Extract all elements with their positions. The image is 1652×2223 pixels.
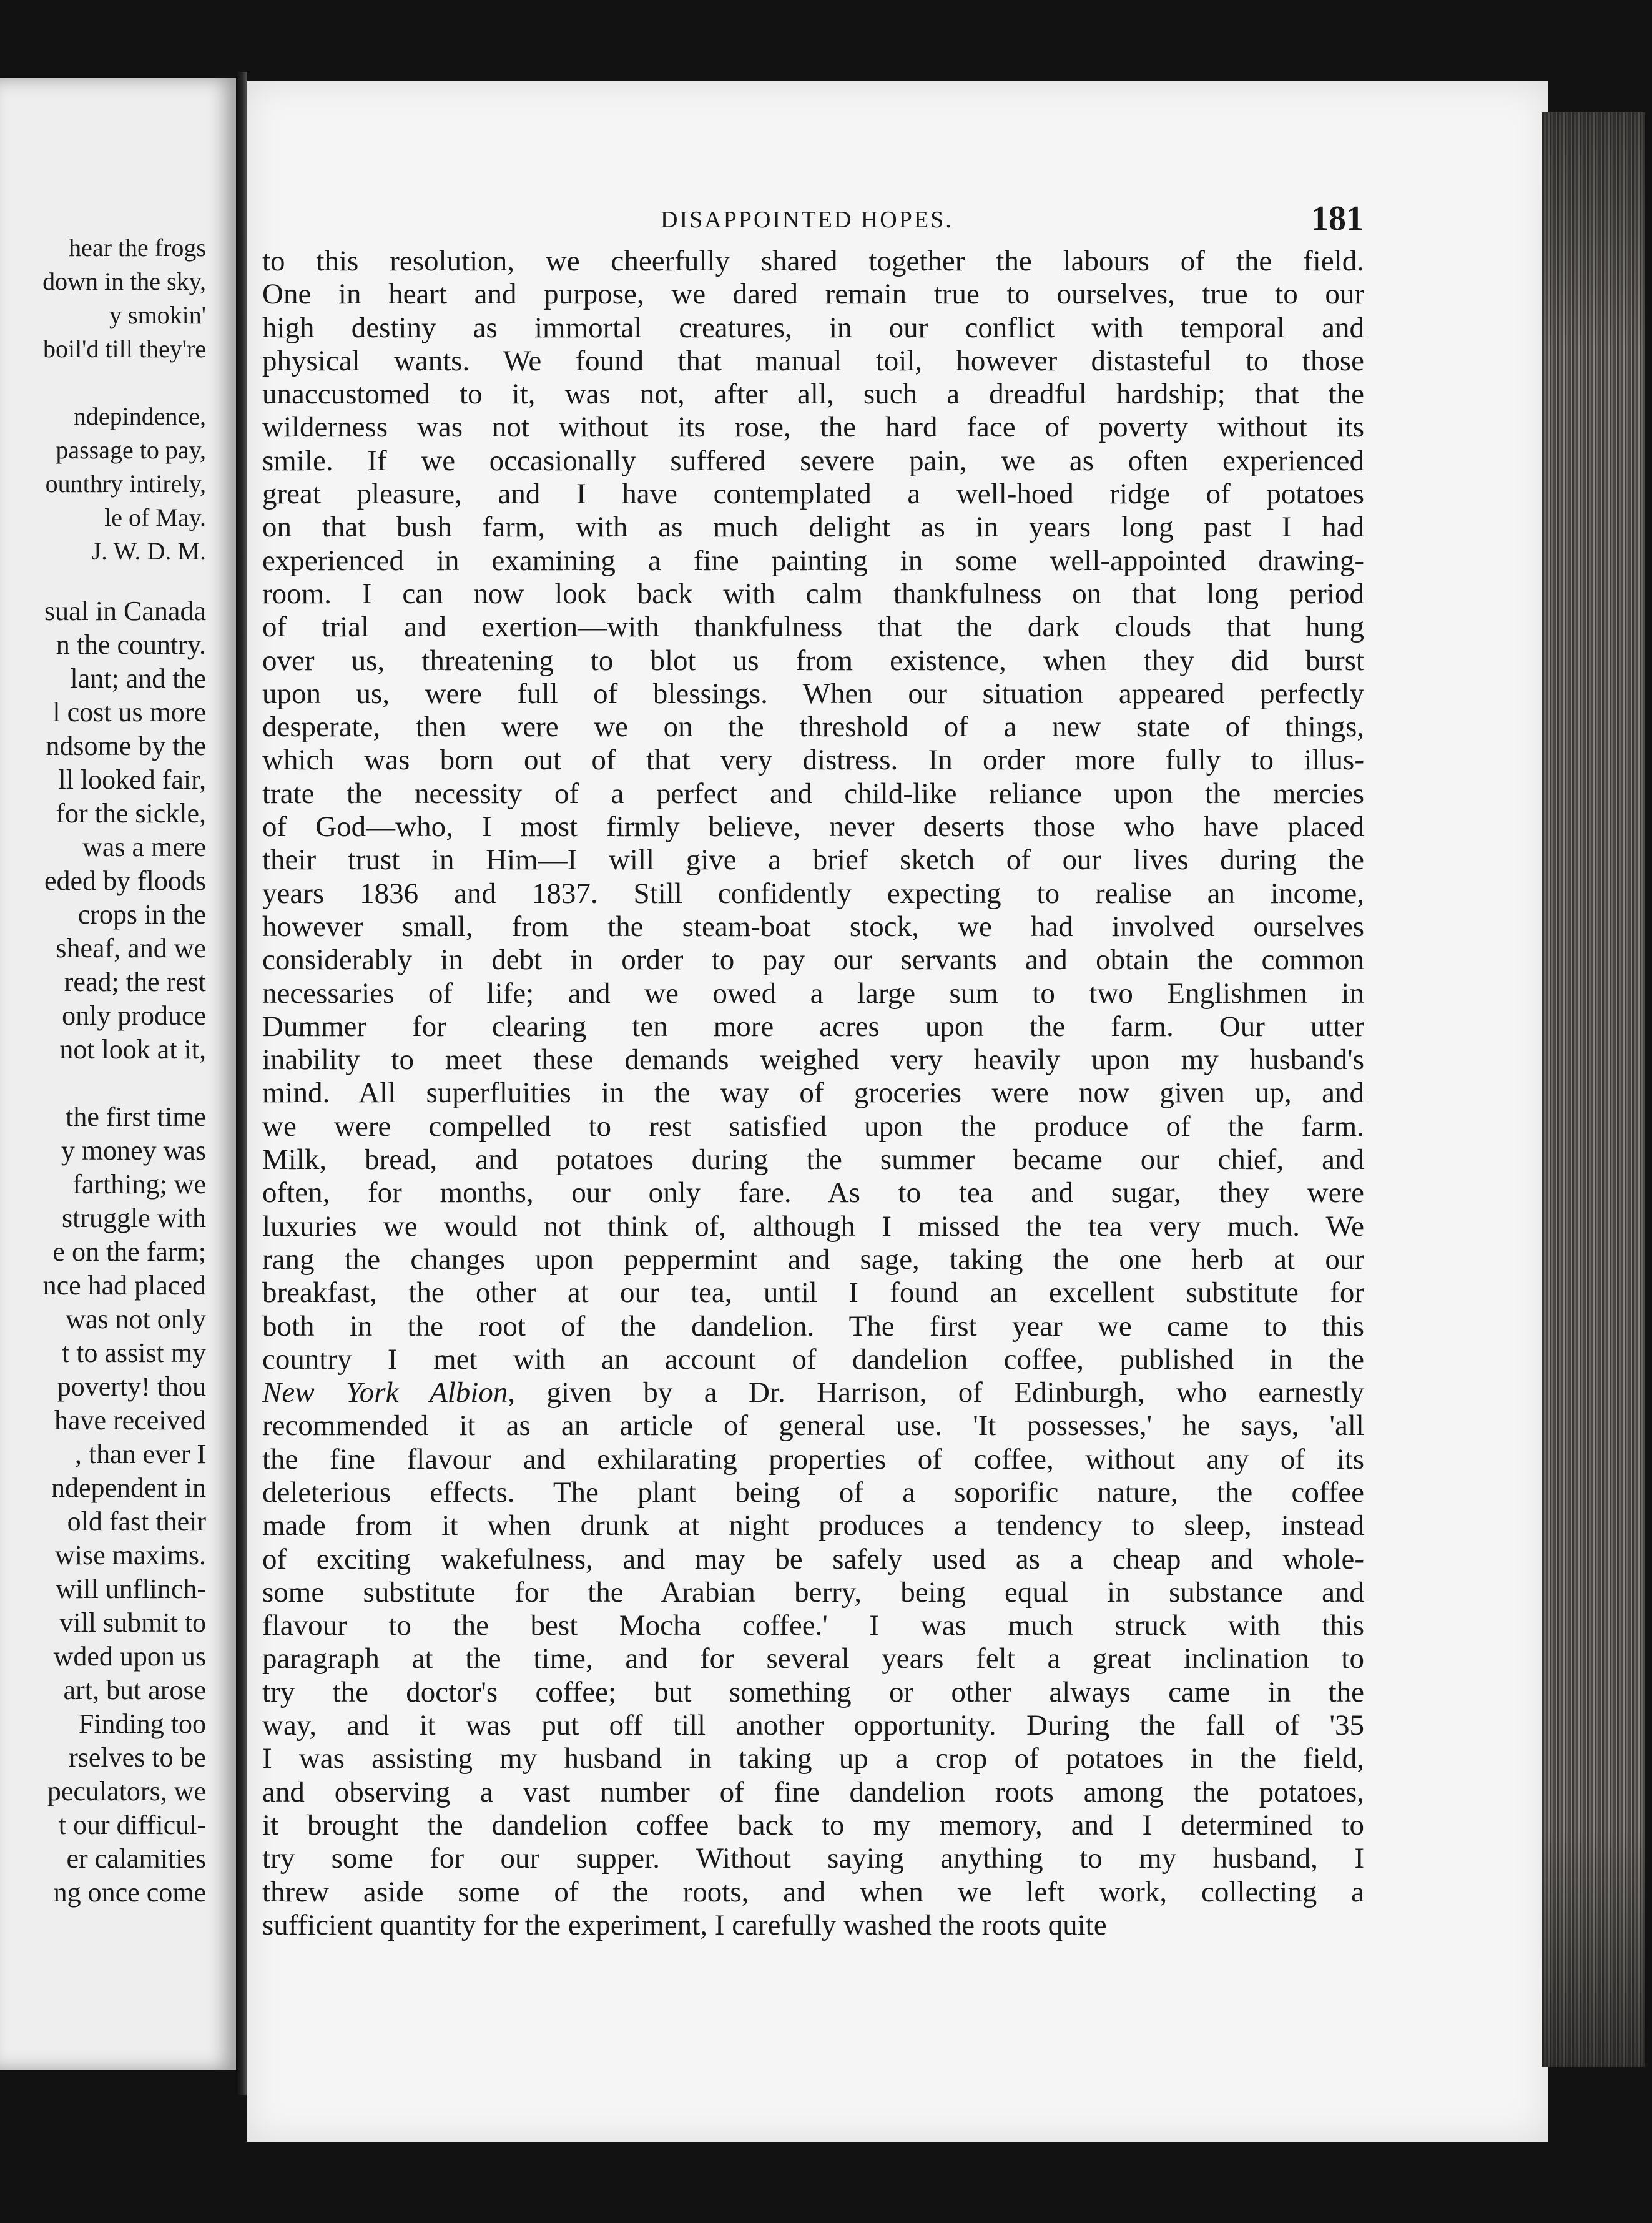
running-head: DISAPPOINTED HOPES. <box>661 207 953 233</box>
text-line: ndsome by the <box>46 731 206 761</box>
previous-page-text <box>0 231 206 1910</box>
text-line <box>0 366 206 400</box>
previous-page <box>0 78 237 2070</box>
text-line: art, but arose <box>63 1675 206 1705</box>
text-line: sual in Canada <box>44 596 206 626</box>
text-line: ndependent in <box>51 1472 206 1503</box>
body-line: I was assisting my husband in taking up a crop of potatoes in the field, <box>262 1742 1364 1775</box>
body-line: we were compelled to rest satisfied upon the produce of the farm. <box>262 1110 1364 1143</box>
body-line: of exciting wakefulness, and may be safely used as a cheap and whole- <box>262 1542 1364 1575</box>
text-line: was not only <box>66 1304 206 1334</box>
body-line: made from it when drunk at night produces a tendency to sleep, instead <box>262 1509 1364 1542</box>
text-line: not look at it, <box>59 1034 206 1065</box>
body-line: luxuries we would not think of, although I missed the tea very much. We <box>262 1210 1364 1243</box>
body-line: high destiny as immortal creatures, in our conflict with temporal and <box>262 311 1364 344</box>
body-line: recommended it as an article of general use. 'It possesses,' he says, 'all <box>262 1409 1364 1442</box>
body-line: rang the changes upon peppermint and sage, taking the one herb at our <box>262 1243 1364 1276</box>
body-line: often, for months, our only fare. As to tea and sugar, they were <box>262 1176 1364 1210</box>
text-line: lant; and the <box>70 663 206 694</box>
text-line: wded upon us <box>53 1641 206 1672</box>
body-line: some substitute for the Arabian berry, being equal in substance and <box>262 1575 1364 1609</box>
text-line: poverty! thou <box>57 1371 206 1402</box>
text-line: l cost us more <box>52 697 206 727</box>
text-line: will unflinch- <box>56 1574 206 1604</box>
text-line: read; the rest <box>64 967 206 997</box>
page-body-text <box>262 245 1364 1942</box>
book-gutter <box>236 72 247 2095</box>
text-line: crops in the <box>77 899 206 930</box>
body-line: physical wants. We found that manual toil, however distasteful to those <box>262 344 1364 377</box>
body-line: great pleasure, and I have contemplated a well-hoed ridge of potatoes <box>262 478 1364 511</box>
body-line: flavour to the best Mocha coffee.' I was much struck with this <box>262 1609 1364 1642</box>
text-line: ng once come <box>53 1877 206 1908</box>
text-line: sheaf, and we <box>56 933 206 964</box>
text-line: for the sickle, <box>56 798 206 829</box>
page-number: 181 <box>1311 199 1364 238</box>
text-line: have received <box>54 1405 206 1436</box>
text-line: boil'd till they're <box>42 335 206 363</box>
text-line: J. W. D. M. <box>91 537 206 565</box>
text-line: le of May. <box>104 503 206 531</box>
text-line: t to assist my <box>61 1338 206 1368</box>
text-line: was a mere <box>82 832 206 862</box>
body-line: One in heart and purpose, we dared remain true to ourselves, true to our <box>262 278 1364 311</box>
text-line: Finding too <box>78 1708 206 1739</box>
body-line: threw aside some of the roots, and when we left work, collecting a <box>262 1875 1364 1908</box>
text-line: old fast their <box>67 1506 206 1537</box>
body-line: years 1836 and 1837. Still confidently expecting to realise an income, <box>262 877 1364 910</box>
previous-page-prose-lines <box>0 594 206 1910</box>
body-line: breakfast, the other at our tea, until I found an excellent substitute for <box>262 1276 1364 1309</box>
text-line: vill submit to <box>59 1607 206 1638</box>
body-line: paragraph at the time, and for several years felt a great inclination to <box>262 1642 1364 1675</box>
text-line: ounthry intirely, <box>45 470 206 498</box>
body-line: both in the root of the dandelion. The first year we came to this <box>262 1309 1364 1343</box>
italic-title: New York Albion <box>262 1376 508 1409</box>
text-line: wise maxims. <box>55 1540 206 1570</box>
text-line: er calamities <box>66 1843 206 1874</box>
body-line: their trust in Him—I will give a brief sketch of our lives during the <box>262 844 1364 877</box>
body-line: smile. If we occasionally suffered severe pain, we as often experienced <box>262 444 1364 477</box>
body-line: way, and it was put off till another opportunity. During the fall of '35 <box>262 1709 1364 1742</box>
body-line: over us, threatening to blot us from existence, when they did burst <box>262 644 1364 677</box>
text-line <box>0 1067 206 1100</box>
text-line: farthing; we <box>72 1169 206 1200</box>
text-line: eded by floods <box>44 865 206 896</box>
text-line: down in the sky, <box>42 267 206 295</box>
body-line: of God—who, I most firmly believe, never deserts those who have placed <box>262 811 1364 844</box>
body-line: try the doctor's coffee; but something or other always came in the <box>262 1675 1364 1708</box>
body-line: upon us, were full of blessings. When our situation appeared perfectly <box>262 677 1364 710</box>
body-line: Dummer for clearing ten more acres upon the farm. Our utter <box>262 1010 1364 1043</box>
body-line: the fine flavour and exhilarating properties of coffee, without any of its <box>262 1442 1364 1476</box>
body-line: Milk, bread, and potatoes during the summer became our chief, and <box>262 1143 1364 1176</box>
body-line: room. I can now look back with calm thankfulness on that long period <box>262 577 1364 610</box>
body-line: unaccustomed to it, was not, after all, such a dreadful hardship; that the <box>262 378 1364 411</box>
body-line: considerably in debt in order to pay our servants and obtain the common <box>262 944 1364 977</box>
body-line: on that bush farm, with as much delight as in years long past I had <box>262 511 1364 544</box>
body-line: experienced in examining a fine painting in some well-appointed drawing- <box>262 544 1364 577</box>
text-line: rselves to be <box>69 1742 206 1773</box>
body-line: it brought the dandelion coffee back to my memory, and I determined to <box>262 1808 1364 1841</box>
text-line: nce had placed <box>42 1270 206 1301</box>
body-line: try some for our supper. Without saying anything to my husband, I <box>262 1842 1364 1875</box>
body-line: country I met with an account of dandelion coffee, published in the <box>262 1343 1364 1376</box>
body-line: mind. All superfluities in the way of groceries were now given up, and <box>262 1077 1364 1110</box>
text-line: y money was <box>61 1135 206 1166</box>
body-line: deleterious effects. The plant being of a soporific nature, the coffee <box>262 1476 1364 1509</box>
text-line: ll looked fair, <box>58 764 206 795</box>
text-line: y smokin' <box>109 301 206 329</box>
text-line: passage to pay, <box>56 436 206 464</box>
text-line: e on the farm; <box>52 1236 206 1267</box>
text-line: the first time <box>66 1102 206 1132</box>
previous-page-poem-lines <box>0 231 206 568</box>
text-line: ndepindence, <box>73 402 206 430</box>
body-line: however small, from the steam-boat stock, we had involved ourselves <box>262 910 1364 943</box>
text-line: , than ever I <box>74 1439 206 1469</box>
text-line: t our difficul- <box>58 1810 206 1840</box>
body-line: inability to meet these demands weighed very heavily upon my husband's <box>262 1043 1364 1077</box>
body-line: sufficient quantity for the experiment, I carefully washed the roots quite <box>262 1908 1107 1941</box>
body-line: and observing a vast number of fine dandelion roots among the potatoes, <box>262 1775 1364 1808</box>
text-line: struggle with <box>62 1203 206 1233</box>
text-line: peculators, we <box>47 1776 206 1806</box>
text-line: only produce <box>62 1000 206 1031</box>
body-line: of trial and exertion—with thankfulness that the dark clouds that hung <box>262 611 1364 644</box>
text-line: n the country. <box>56 629 206 660</box>
body-line: desperate, then were we on the threshold of a new state of things, <box>262 711 1364 744</box>
body-line: to this resolution, we cheerfully shared together the labours of the field. <box>262 245 1364 277</box>
body-line: necessaries of life; and we owed a large sum to two Englishmen in <box>262 977 1364 1010</box>
text-line: hear the frogs <box>69 234 206 262</box>
page-block-shadow <box>1542 112 1645 2067</box>
body-line: trate the necessity of a perfect and child-like reliance upon the mercies <box>262 777 1364 810</box>
body-line: wilderness was not without its rose, the hard face of poverty without its <box>262 411 1364 444</box>
body-line: which was born out of that very distress. In order more fully to illus- <box>262 744 1364 777</box>
body-line: New York Albion, given by a Dr. Harrison, of Edinburgh, who earnestly <box>262 1376 1364 1409</box>
